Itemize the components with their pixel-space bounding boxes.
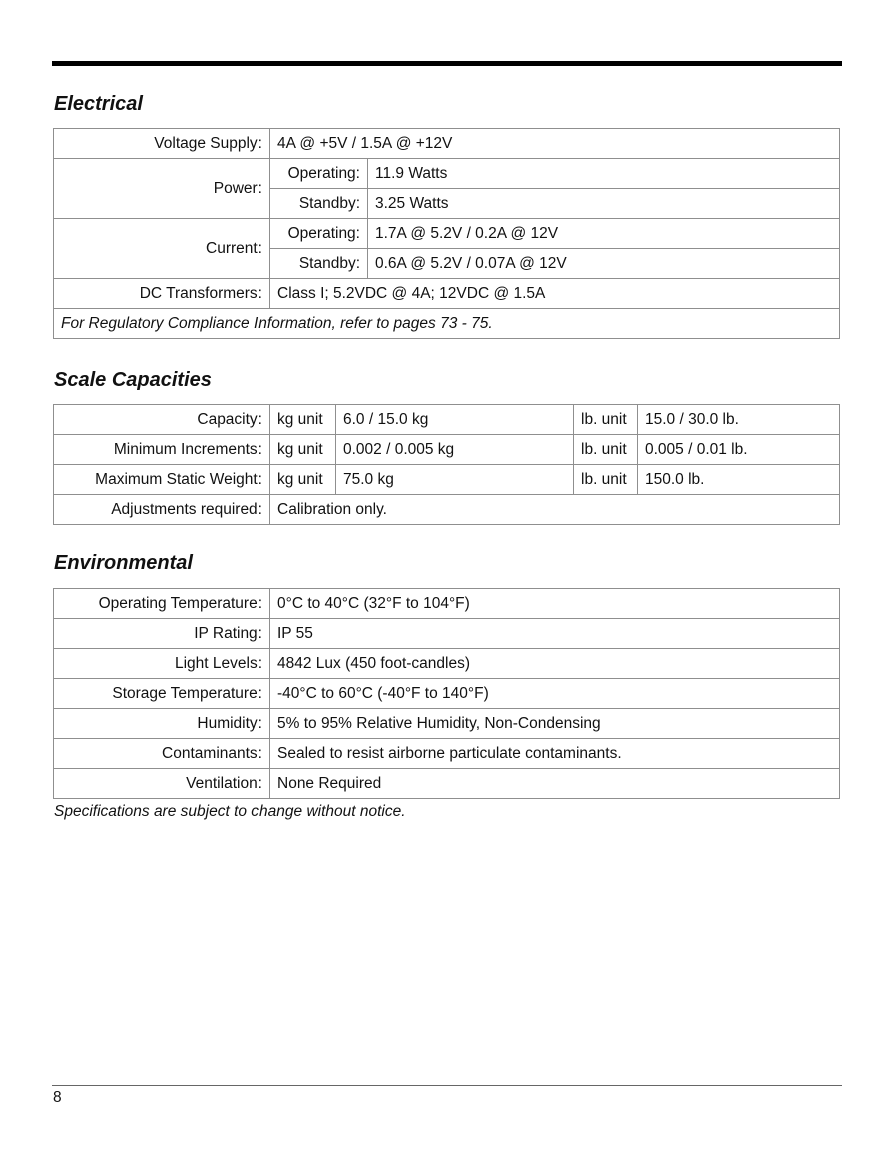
table-row bbox=[54, 709, 840, 739]
capacity-label: Capacity: bbox=[54, 405, 270, 435]
contaminants-value: Sealed to resist airborne particulate contaminants. bbox=[270, 739, 840, 769]
adjustments-value: Calibration only. bbox=[270, 495, 840, 525]
dc-transformers-value: Class I; 5.2VDC @ 4A; 12VDC @ 1.5A bbox=[270, 279, 840, 309]
ventilation-value: None Required bbox=[270, 769, 840, 799]
section-title-environmental: Environmental bbox=[54, 552, 193, 574]
power-standby-value: 3.25 Watts bbox=[368, 189, 840, 219]
maximum-static-weight-kg-value: 75.0 kg bbox=[336, 465, 574, 495]
table-row bbox=[54, 619, 840, 649]
maximum-static-weight-label: Maximum Static Weight: bbox=[54, 465, 270, 495]
table-row bbox=[54, 465, 840, 495]
table-row bbox=[54, 495, 840, 525]
minimum-increments-lb-value: 0.005 / 0.01 lb. bbox=[638, 435, 840, 465]
top-rule bbox=[52, 61, 842, 66]
scale-capacities-table bbox=[53, 404, 840, 525]
table-row bbox=[54, 405, 840, 435]
maximum-static-weight-lb-value: 150.0 lb. bbox=[638, 465, 840, 495]
table-row bbox=[54, 589, 840, 619]
capacity-lb-value: 15.0 / 30.0 lb. bbox=[638, 405, 840, 435]
lb-unit-label: lb. unit bbox=[574, 405, 638, 435]
humidity-value: 5% to 95% Relative Humidity, Non-Condensing bbox=[270, 709, 840, 739]
ip-rating-label: IP Rating: bbox=[54, 619, 270, 649]
dc-transformers-label: DC Transformers: bbox=[54, 279, 270, 309]
current-operating-value: 1.7A @ 5.2V / 0.2A @ 12V bbox=[368, 219, 840, 249]
specifications-footnote: Specifications are subject to change without notice. bbox=[54, 803, 406, 820]
lb-unit-label: lb. unit bbox=[574, 465, 638, 495]
kg-unit-label: kg unit bbox=[270, 465, 336, 495]
table-row bbox=[54, 649, 840, 679]
table-row bbox=[54, 219, 840, 249]
light-levels-value: 4842 Lux (450 foot-candles) bbox=[270, 649, 840, 679]
capacity-kg-value: 6.0 / 15.0 kg bbox=[336, 405, 574, 435]
table-row bbox=[54, 739, 840, 769]
voltage-supply-value: 4A @ +5V / 1.5A @ +12V bbox=[270, 129, 840, 159]
power-label: Power: bbox=[54, 159, 270, 219]
operating-temperature-value: 0°C to 40°C (32°F to 104°F) bbox=[270, 589, 840, 619]
adjustments-label: Adjustments required: bbox=[54, 495, 270, 525]
power-standby-label: Standby: bbox=[270, 189, 368, 219]
kg-unit-label: kg unit bbox=[270, 405, 336, 435]
page-number: 8 bbox=[53, 1089, 62, 1106]
power-operating-value: 11.9 Watts bbox=[368, 159, 840, 189]
storage-temperature-value: -40°C to 60°C (-40°F to 140°F) bbox=[270, 679, 840, 709]
light-levels-label: Light Levels: bbox=[54, 649, 270, 679]
bottom-rule bbox=[52, 1085, 842, 1086]
section-title-electrical: Electrical bbox=[54, 93, 143, 115]
voltage-supply-label: Voltage Supply: bbox=[54, 129, 270, 159]
section-title-scale-capacities: Scale Capacities bbox=[54, 369, 212, 391]
storage-temperature-label: Storage Temperature: bbox=[54, 679, 270, 709]
current-operating-label: Operating: bbox=[270, 219, 368, 249]
current-standby-value: 0.6A @ 5.2V / 0.07A @ 12V bbox=[368, 249, 840, 279]
ip-rating-value: IP 55 bbox=[270, 619, 840, 649]
minimum-increments-label: Minimum Increments: bbox=[54, 435, 270, 465]
table-row bbox=[54, 279, 840, 309]
current-label: Current: bbox=[54, 219, 270, 279]
humidity-label: Humidity: bbox=[54, 709, 270, 739]
environmental-table bbox=[53, 588, 840, 799]
kg-unit-label: kg unit bbox=[270, 435, 336, 465]
current-standby-label: Standby: bbox=[270, 249, 368, 279]
operating-temperature-label: Operating Temperature: bbox=[54, 589, 270, 619]
electrical-table bbox=[53, 128, 840, 339]
regulatory-note: For Regulatory Compliance Information, refer to pages 73 - 75. bbox=[54, 309, 840, 339]
power-operating-label: Operating: bbox=[270, 159, 368, 189]
lb-unit-label: lb. unit bbox=[574, 435, 638, 465]
table-row bbox=[54, 769, 840, 799]
table-row bbox=[54, 159, 840, 189]
minimum-increments-kg-value: 0.002 / 0.005 kg bbox=[336, 435, 574, 465]
table-row bbox=[54, 679, 840, 709]
table-row bbox=[54, 435, 840, 465]
table-row bbox=[54, 129, 840, 159]
contaminants-label: Contaminants: bbox=[54, 739, 270, 769]
ventilation-label: Ventilation: bbox=[54, 769, 270, 799]
table-row bbox=[54, 309, 840, 339]
